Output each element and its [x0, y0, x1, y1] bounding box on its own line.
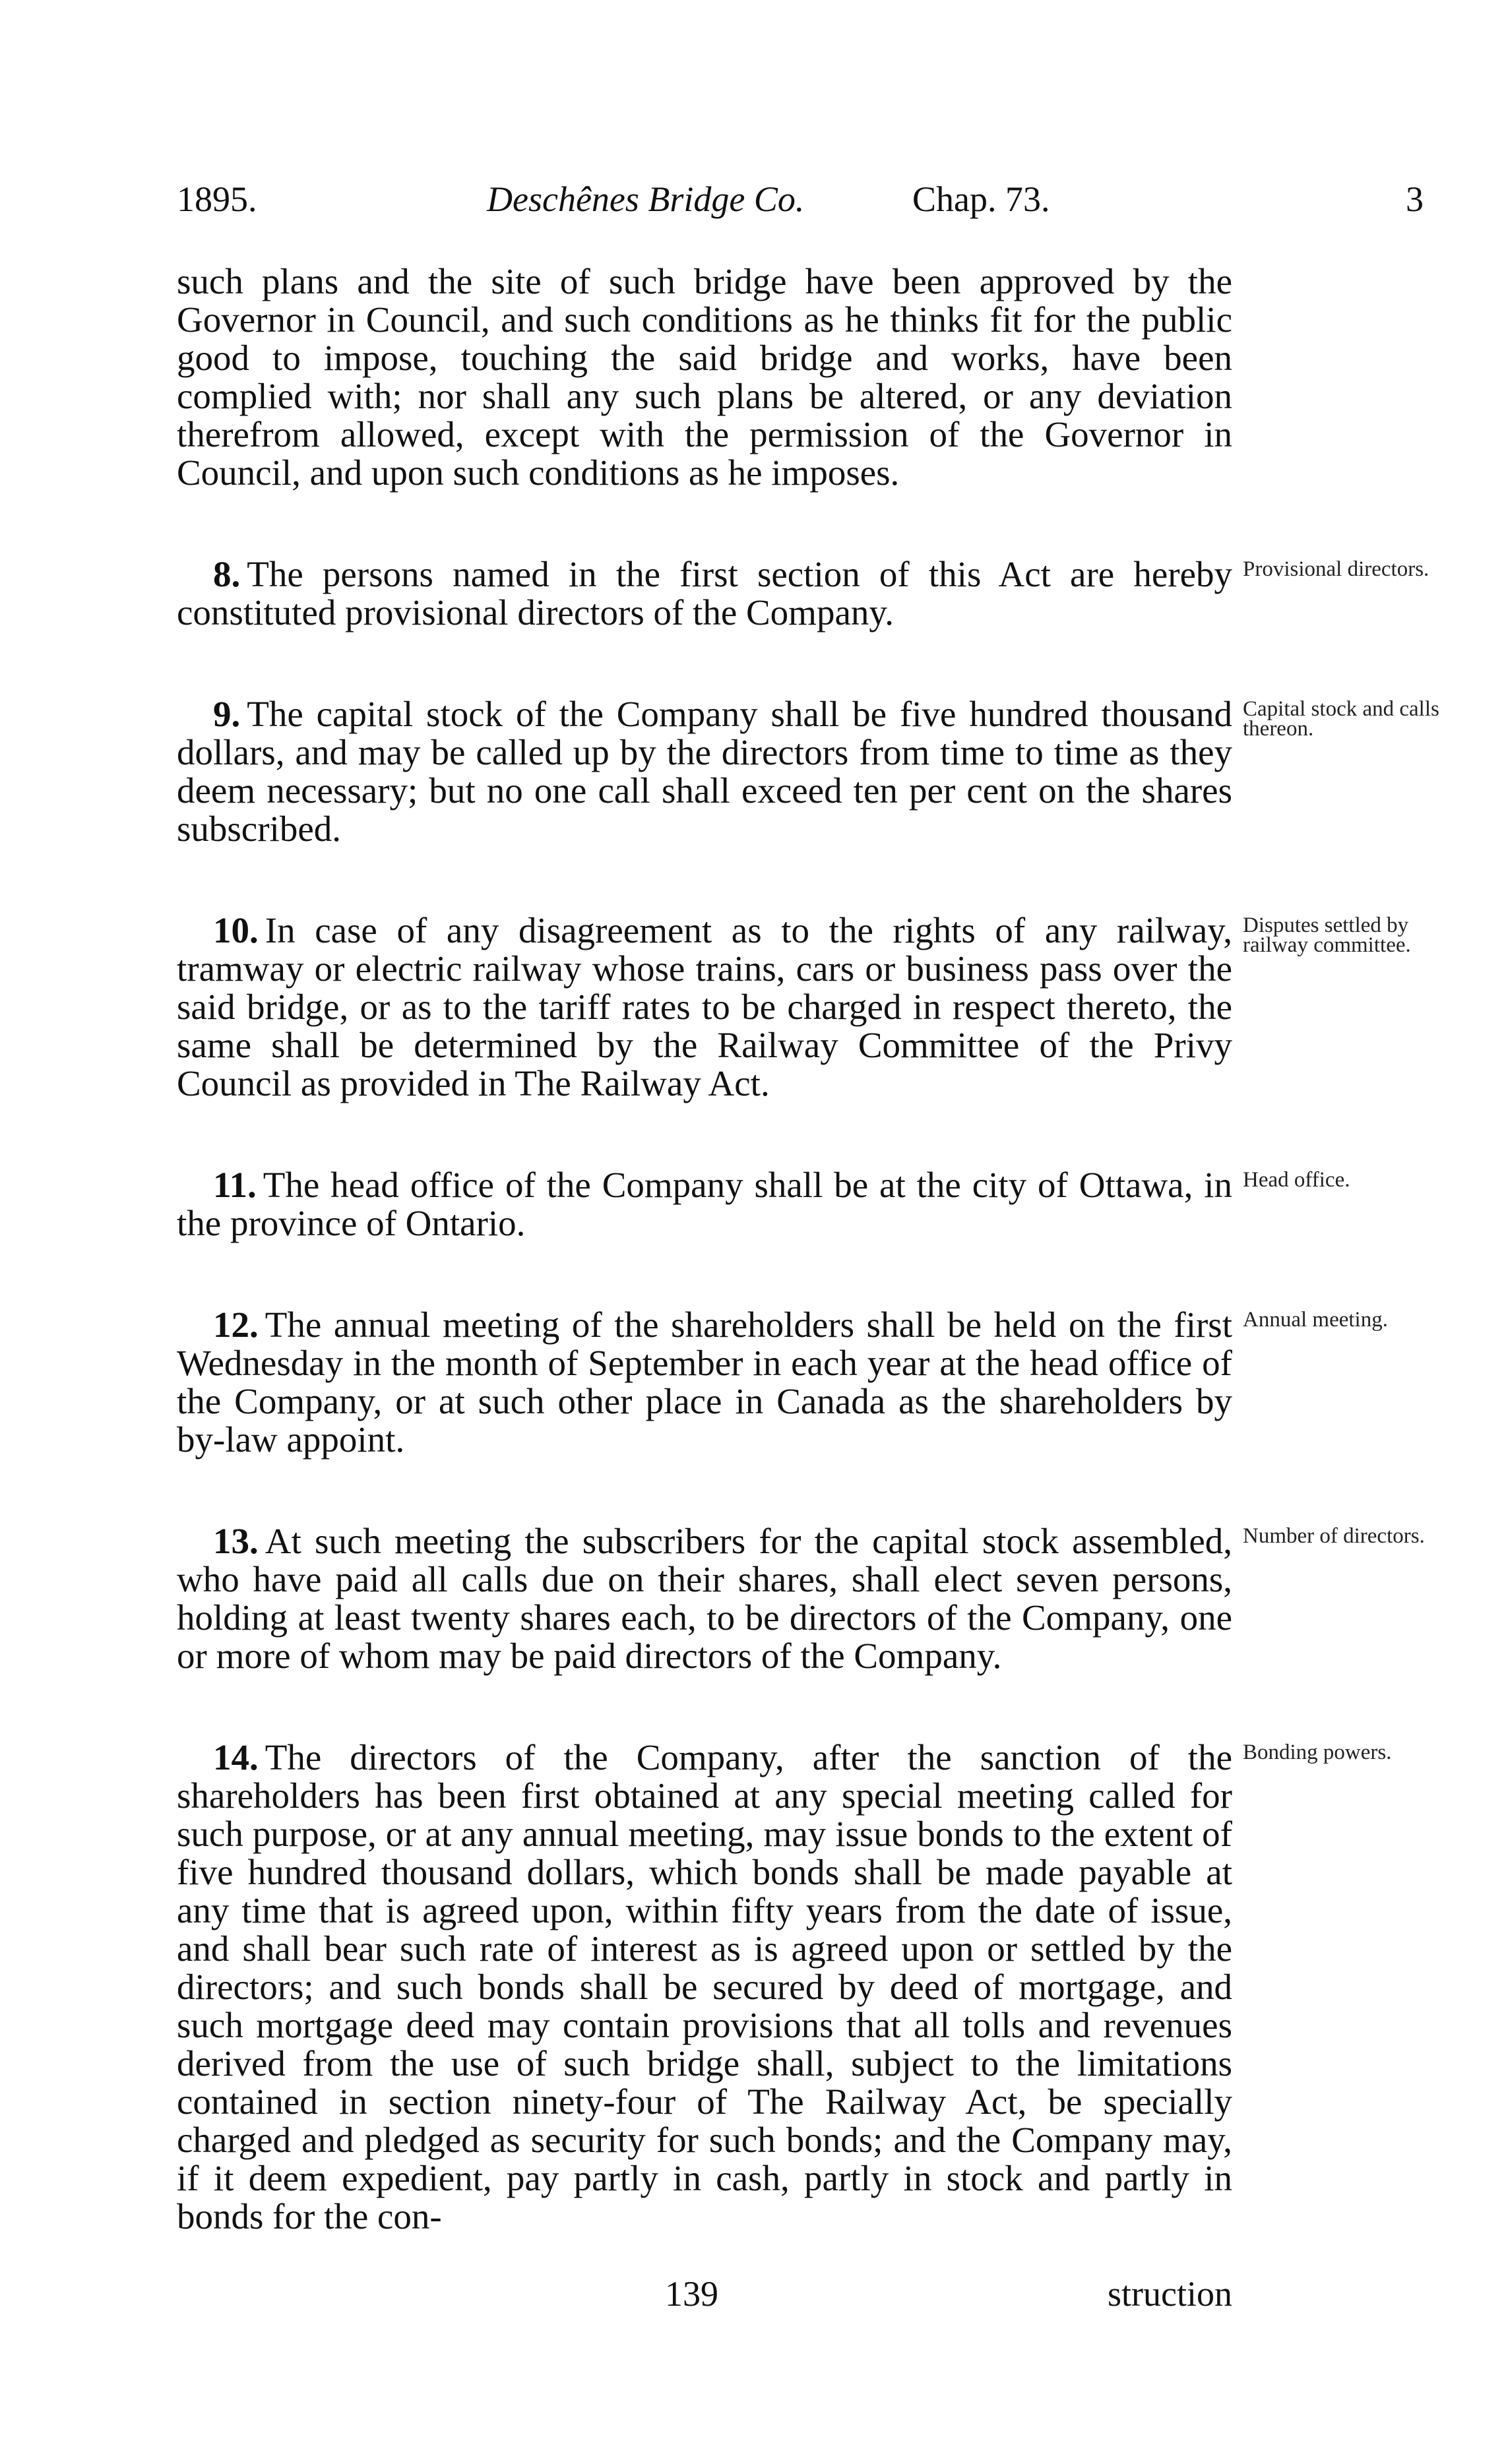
margin-note-annual-meeting: Annual meeting.: [1243, 1308, 1388, 1332]
header-title: Deschênes Bridge Co.: [487, 179, 805, 219]
section-number: 9.: [213, 694, 241, 734]
section-text: The capital stock of the Company shall be five hundred thousand dollars, and may be called up by the directors from time to time as they deem necessary; but no one call shall exceed ten per cent on the shares subscribed.: [177, 694, 1232, 849]
section-12: [177, 1306, 1232, 1459]
margin-note-capital-stock: Capital stock and calls thereon.: [1243, 697, 1439, 741]
section-number: 14.: [213, 1737, 259, 1777]
header-chapter: Chap. 73.: [912, 179, 1050, 219]
section-13: [177, 1522, 1232, 1675]
signature-mark: 139: [665, 2274, 718, 2314]
section-number: 12.: [213, 1305, 259, 1345]
paragraph-continued: [177, 262, 1232, 492]
paragraph-text: such plans and the site of such bridge have been approved by the Governor in Council, and such conditions as he thinks fit for the public good to impose, touching the said bridge and works, have been complied with; nor shall any such plans be altered, or any deviation therefrom allowed, except with the permission of the Governor in Council, and upon such conditions as he imposes.: [177, 261, 1232, 493]
section-text: At such meeting the subscribers for the capital stock assembled, who have paid all calls due on their shares, shall elect seven persons, holding at least twenty shares each, to be directors of the Company, one or more of whom may be paid directors of the Company.: [177, 1521, 1232, 1676]
margin-note-provisional-directors: Provisional directors.: [1243, 557, 1429, 581]
section-14: [177, 1739, 1232, 2236]
page-footer: [177, 2274, 1232, 2314]
margin-note-head-office: Head office.: [1243, 1168, 1350, 1192]
header-year: 1895.: [177, 179, 257, 219]
section-text: The annual meeting of the shareholders shall be held on the first Wednesday in the month of September in each year at the head office of the Company, or at such other place in Canada as the shareholders by by-law appoint.: [177, 1305, 1232, 1460]
catchword: struction: [1108, 2274, 1232, 2314]
body-text: [177, 262, 1232, 2236]
section-text: The persons named in the first section of this Act are hereby constituted provisional directors of the Company.: [177, 554, 1232, 632]
section-9: [177, 695, 1232, 848]
section-number: 10.: [213, 910, 259, 950]
header-page-number: 3: [1406, 179, 1424, 219]
section-text: In case of any disagreement as to the rights of any railway, tramway or electric railway whose trains, cars or business pass over the said bridge, or as to the tariff rates to be charged in respect thereto, the same shall be determined by the Railway Committee of the Privy Council as provided in The Railway Act.: [177, 910, 1232, 1103]
running-header: [177, 173, 1424, 226]
section-8: [177, 555, 1232, 632]
section-number: 13.: [213, 1521, 259, 1561]
section-text: The head office of the Company shall be at the city of Ottawa, in the province of Ontario.: [177, 1165, 1232, 1243]
margin-note-bonding-powers: Bonding powers.: [1243, 1740, 1392, 1764]
margin-note-number-of-directors: Number of directors.: [1243, 1524, 1425, 1548]
section-10: [177, 911, 1232, 1103]
section-11: [177, 1166, 1232, 1243]
section-number: 8.: [213, 554, 241, 594]
margin-note-disputes: Disputes settled by railway committee.: [1243, 913, 1411, 957]
section-number: 11.: [213, 1165, 257, 1205]
section-text: The directors of the Company, after the sanction of the shareholders has been first obtained at any special meeting called for such purpose, or at any annual meeting, may issue bonds to the extent of five hundred thousand dollars, which bonds shall be made payable at any time that is agreed upon, within fifty years from the date of issue, and shall bear such rate of interest as is agreed upon or settled by the directors; and such bonds shall be secured by deed of mortgage, and such mortgage deed may contain provisions that all tolls and revenues derived from the use of such bridge shall, subject to the limitations contained in section ninety-four of The Railway Act, be specially charged and pledged as security for such bonds; and the Company may, if it deem expedient, pay partly in cash, partly in stock and partly in bonds for the con-: [177, 1737, 1232, 2236]
